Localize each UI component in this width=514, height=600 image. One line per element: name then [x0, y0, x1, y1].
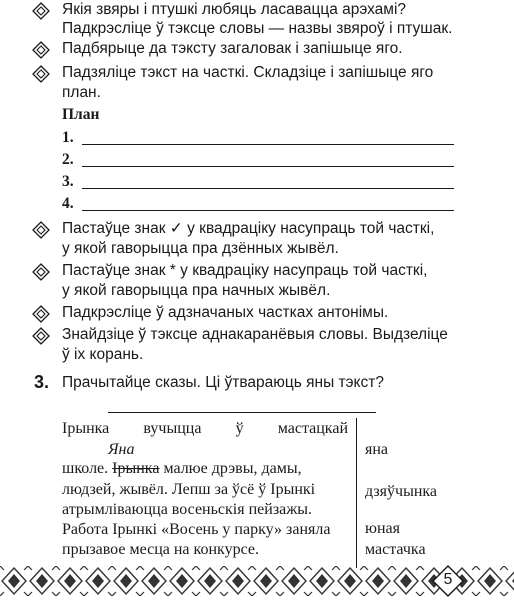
task-5-line-2: у якой гаворыцца пра начных жывёл. — [62, 282, 331, 299]
plan-number-1: 1. — [62, 129, 74, 146]
story-line-2 — [62, 460, 302, 478]
margin-word-3: юная — [365, 520, 400, 537]
task-6-line-1: Падкрэсліце ў адзначаных частках антонімы. — [62, 304, 389, 321]
plan-answer-line-3[interactable] — [82, 188, 454, 189]
plan-answer-line-2[interactable] — [82, 166, 454, 167]
plan-answer-line-1[interactable] — [82, 144, 454, 145]
exercise-prompt: Прачытайце сказы. Ці ўтвараюць яны тэкст? — [62, 374, 384, 391]
story-word: мастацкай — [277, 420, 348, 437]
story-line-6: прызавое месца на конкурсе. — [62, 541, 259, 558]
margin-divider-line — [356, 418, 357, 568]
struck-word: Ірынка — [112, 460, 160, 477]
task-4-line-2: у якой гаворыцца пра дзённых жывёл. — [62, 240, 339, 257]
story-word: Ірынка — [62, 420, 110, 437]
task-5-line-1: Пастаўце знак * у квадрацiку насупраць той часткі, — [62, 262, 428, 279]
story-line-3: людзей, жывёл. Лепш за ўсё ў Ірынкі — [62, 481, 316, 498]
diamond-bullet-icon — [32, 41, 50, 59]
story-word: вучыцца — [143, 420, 202, 437]
margin-word-4: мастачка — [365, 541, 426, 558]
plan-title: План — [62, 106, 100, 123]
page-number: 5 — [443, 571, 453, 588]
task-4-line-1: Пастаўце знак ✓ у квадрацiку насупраць той часткі, — [62, 220, 435, 237]
plan-number-3: 3. — [62, 173, 74, 190]
task-1-line-2: Падкрэсліце ў тэксце словы — назвы звяроў і птушак. — [62, 20, 453, 37]
plan-answer-line-4[interactable] — [82, 210, 454, 211]
story-word: ў — [235, 420, 244, 437]
task-1-line-1: Якія звяры і птушкі любяць ласавацца арэхамі? — [62, 1, 407, 18]
margin-word-1: яна — [365, 441, 389, 458]
plan-number-4: 4. — [62, 195, 74, 212]
exercise-number: 3. — [34, 372, 50, 392]
diamond-bullet-icon — [32, 263, 50, 281]
story-line-4: атрымліваюцца восеньскія пейзажы. — [62, 501, 313, 518]
story-line-5: Работа Ірынкі «Восень у парку» заняла — [62, 521, 331, 538]
diamond-bullet-icon — [32, 221, 50, 239]
task-3-line-2: план. — [62, 84, 101, 101]
diamond-bullet-icon — [32, 305, 50, 323]
margin-word-2: дзяўчынка — [365, 483, 438, 500]
task-2-line-1: Падбярыце да тэксту загаловак і запішыце яго. — [62, 40, 403, 57]
task-7-line-2: ў іх корань. — [62, 346, 144, 363]
text-block-top-rule — [108, 412, 376, 413]
story-segment: малюе дрэвы, дамы, — [163, 460, 302, 477]
handwritten-correction: Яна — [108, 441, 135, 458]
task-3-line-1: Падзяліце тэкст на часткі. Складзіце і запішыце яго — [62, 64, 434, 81]
diamond-bullet-icon — [32, 65, 50, 83]
story-line-1 — [62, 420, 348, 438]
diamond-bullet-icon — [32, 327, 50, 345]
story-segment: школе. — [62, 460, 109, 477]
plan-number-2: 2. — [62, 151, 74, 168]
task-7-line-1: Знайдзіце ў тэксце аднакаранёвыя словы. Выдзеліце — [62, 326, 448, 343]
diamond-bullet-icon — [32, 2, 50, 20]
